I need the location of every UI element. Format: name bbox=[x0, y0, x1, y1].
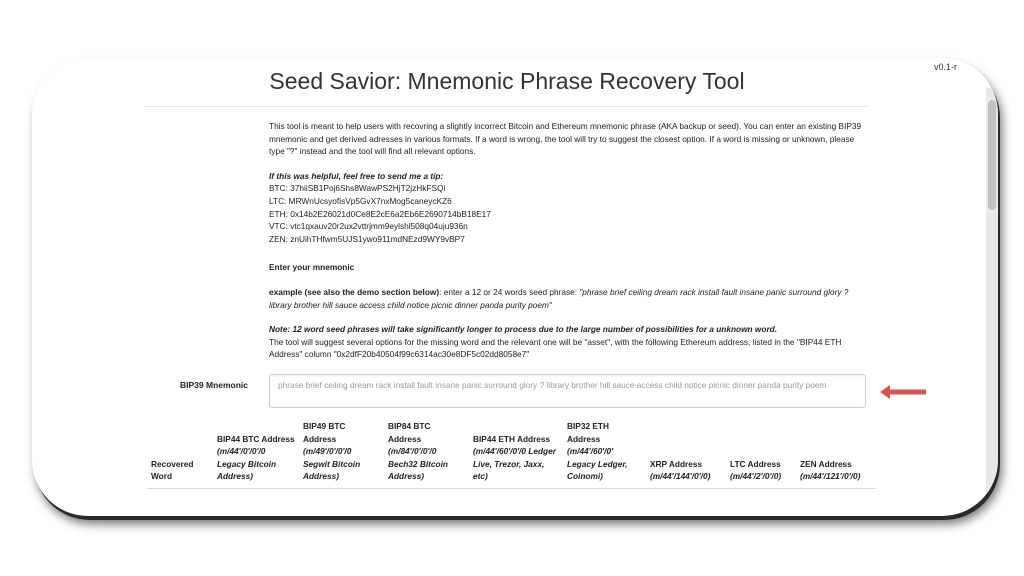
version-label: v0.1-r bbox=[934, 62, 958, 72]
tip-vtc: VTC: vtc1qxauv20r2ux2vttrjmm9eylshl508q04uju936n bbox=[269, 221, 468, 232]
enter-heading: Enter your mnemonic bbox=[269, 262, 355, 273]
col-recovered-word: Recovered Word bbox=[147, 418, 213, 488]
note-bold: Note: 12 word seed phrases will take significantly longer to process due to the large number of possibilities for a unknown word. bbox=[269, 324, 778, 335]
example-text: : enter a 12 or 24 words seed phrase: bbox=[439, 286, 580, 297]
col-bip44-eth: BIP44 ETH Address (m/44'/60'/0'/0 Ledger Live, Trezor, Jaxx, etc) bbox=[469, 418, 563, 488]
col-bip44-btc: BIP44 BTC Address (m/44'/0'/0'/0 Legacy Bitcoin Address) bbox=[213, 418, 299, 488]
tip-zen: ZEN: znUihTHfwm5UJS1ywo911mdNEzd9WY9vBP7 bbox=[269, 233, 465, 244]
page-title: Seed Savior: Mnemonic Phrase Recovery Tool bbox=[269, 68, 745, 94]
example-label: example (see also the demo section below) bbox=[269, 286, 440, 297]
col-bip32-eth: BIP32 ETH Address (m/44'/60'/0' Legacy Ledger, Coinomi) bbox=[563, 418, 646, 488]
tip-ltc: LTC: MRWnUcsyofisVp5GvX7nxMog5caneycKZ6 bbox=[269, 195, 452, 206]
table-header-row bbox=[147, 418, 876, 488]
tip-btc: BTC: 37hiiSB1Poj6Shs8WawPS2HjT2jzHkFSQi bbox=[269, 183, 446, 194]
vertical-scrollbar[interactable] bbox=[986, 88, 998, 508]
tip-heading: If this was helpful, feel free to send me a tip: bbox=[269, 170, 444, 181]
note-text: The tool will suggest several options for the missing word and the relevant one will be "asset", with the following Ethereum address, listed in the "BIP44 ETH Address" column "0x2dfF20b40504f99c6314ac30e8DF5c02dd8058e7" bbox=[269, 336, 842, 360]
col-bip84-btc: BIP84 BTC Address (m/84'/0'/0'/0 Bech32 Bitcoin Address) bbox=[384, 418, 469, 488]
browser-window bbox=[32, 58, 998, 516]
scrollbar-thumb[interactable] bbox=[988, 100, 996, 210]
col-xrp: XRP Address (m/44'/144'/0'/0) bbox=[646, 418, 726, 488]
title-divider bbox=[144, 106, 868, 107]
mnemonic-input[interactable] bbox=[269, 374, 866, 408]
example-phrase: "phrase brief ceiling dream rack install fault insane panic surround glory ? library brother hill sauce access child notice picnic dinner panda purity poem" bbox=[269, 286, 849, 310]
example-paragraph bbox=[269, 286, 869, 311]
col-bip49-btc: BIP49 BTC Address (m/49'/0'/0'/0 Segwit Bitcoin Address) bbox=[299, 418, 384, 488]
arrow-left-icon bbox=[880, 385, 928, 399]
col-zen: ZEN Address (m/44'/121'/0'/0) bbox=[796, 418, 876, 488]
mnemonic-label: BIP39 Mnemonic bbox=[180, 380, 249, 390]
col-ltc: LTC Address (m/44'/2'/0'/0) bbox=[726, 418, 796, 488]
main-content bbox=[269, 120, 869, 361]
results-table bbox=[147, 418, 876, 489]
tip-eth: ETH: 0x14b2E26021d0Ce8E2cE6a2Eb6E2690714bB18E17 bbox=[269, 208, 491, 219]
intro-text: This tool is meant to help users with recovring a slightly incorrect Bitcoin and Ethereum mnemonic phrase (AKA backup or seed). You can enter an existing BIP39 mnemonic and get derived adresses in various formats. If a word is wrong, the tool will try to suggest the closest option. If a word is missing or unknown, please type "?" instead and the tool will find all relevant options. bbox=[269, 121, 862, 157]
